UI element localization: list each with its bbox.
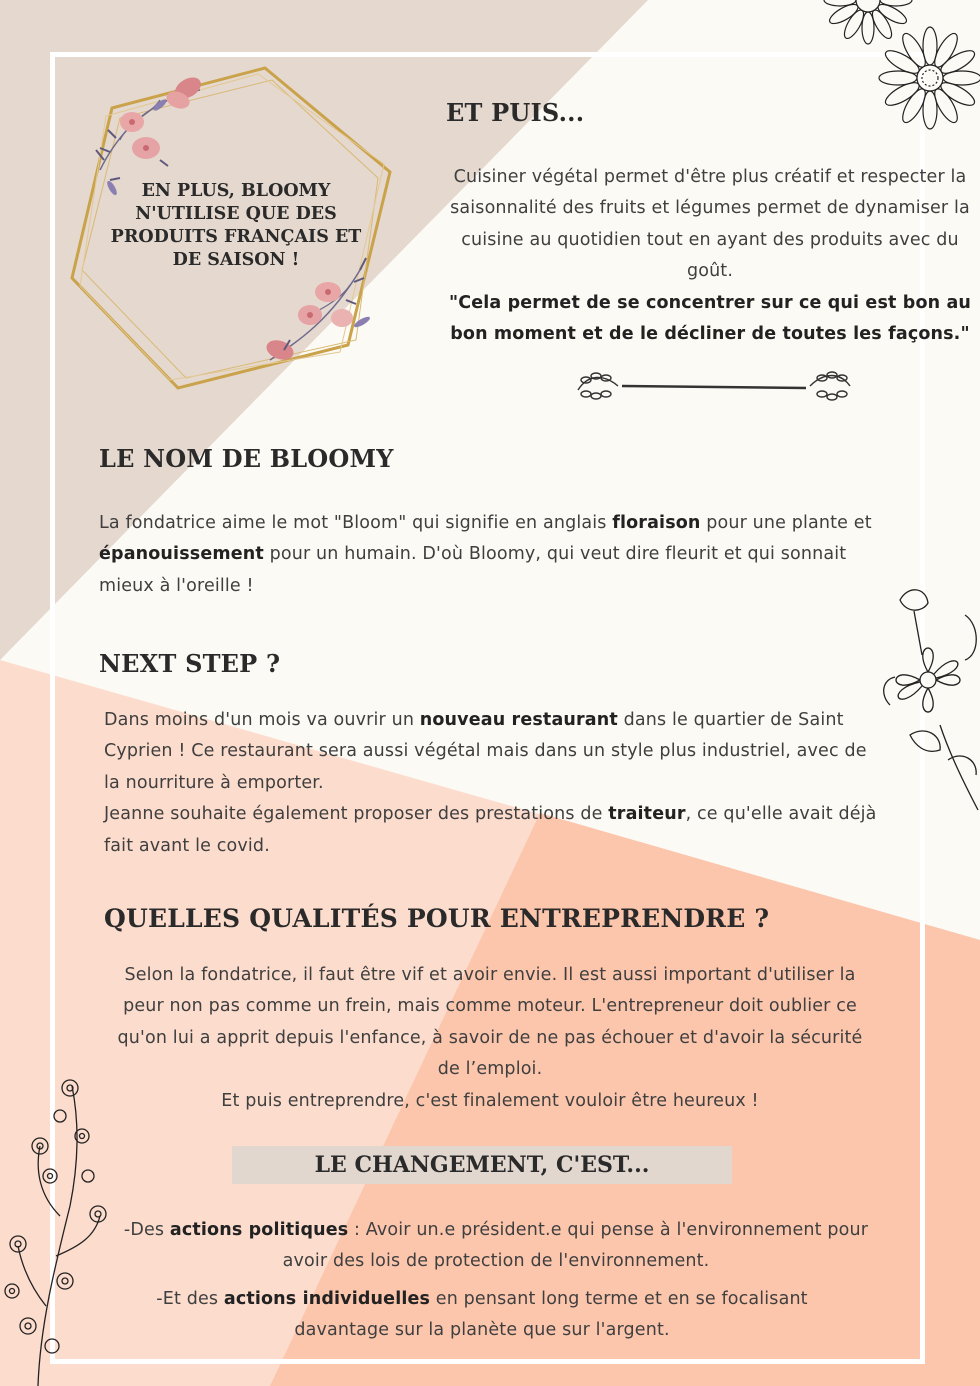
politique-bold: actions politiques [169, 1220, 349, 1240]
line-flowers-right-icon [870, 585, 980, 820]
next-step-body [104, 705, 884, 862]
next-text-4: , ce qu'elle avait déjà fait avant le covid. [104, 804, 877, 856]
individuelle-bold: actions individuelles [223, 1289, 431, 1309]
badge-line-3: PRODUITS FRANÇAIS ET [110, 227, 362, 247]
changement-action-individuelle [110, 1284, 854, 1347]
pink-flower-cluster-top-icon [96, 73, 205, 196]
badge-line-1: EN PLUS, BLOOMY [141, 181, 331, 201]
daisy-flowers-icon [830, 0, 980, 135]
next-bold-restaurant: nouveau restaurant [419, 710, 618, 730]
next-text-2: dans le quartier de Saint Cyprien ! Ce restaurant sera aussi végétal mais dans un style plus industriel, avec de la nourriture à emporter. [104, 710, 867, 793]
badge-text [104, 180, 368, 272]
nom-bold-floraison: floraison [612, 513, 701, 533]
individuelle-prefix: -Et des [156, 1289, 224, 1309]
changement-action-politique [110, 1215, 882, 1278]
individuelle-text: en pensant long terme et en se focalisant davantage sur la planète que sur l'argent. [294, 1289, 808, 1341]
badge-line-2: N'UTILISE QUE DES [135, 204, 337, 224]
qualites-body: Selon la fondatrice, il faut être vif et avoir envie. Il est aussi important d'utiliser la peur non pas comme un frein, mais comme moteur. L'entrepreneur doit oublier ce qu'on lui a apprit depuis l'enfance, à savoir de ne pas échouer et d'avoir la sécurité de l’emploi. [117, 965, 863, 1080]
next-step-title: NEXT STEP ? [99, 649, 281, 678]
changement-title: LE CHANGEMENT, C'EST... [314, 1152, 650, 1178]
next-text-3: Jeanne souhaite également proposer des prestations de [104, 804, 609, 825]
nom-title: LE NOM DE BLOOMY [99, 444, 394, 473]
leaf-divider-icon [574, 366, 854, 406]
badge-line-4: DE SAISON ! [172, 250, 300, 270]
nom-text-2: pour une plante et [700, 513, 872, 533]
et-puis-title: ET PUIS... [446, 98, 585, 127]
blossom-branch-icon [0, 1076, 115, 1386]
qualites-body-2: Et puis entreprendre, c'est finalement vouloir être heureux ! [221, 1091, 759, 1111]
nom-text-1: La fondatrice aime le mot "Bloom" qui signifie en anglais [99, 513, 613, 533]
next-bold-traiteur: traiteur [608, 804, 686, 825]
qualites-title: QUELLES QUALITÉS POUR ENTREPRENDRE ? [104, 904, 770, 933]
politique-text: : Avoir un.e président.e qui pense à l'environnement pour avoir des lois de protection de l'environnement. [282, 1220, 869, 1272]
et-puis-body: Cuisiner végétal permet d'être plus créatif et respecter la saisonnalité des fruits et légumes permet de dynamiser la cuisine au quotidien tout en ayant des produits avec du goût. [450, 167, 970, 282]
next-text-1: Dans moins d'un mois va ouvrir un [104, 710, 420, 730]
politique-prefix: -Des [123, 1220, 170, 1240]
nom-bold-epanouissement: épanouissement [99, 544, 264, 565]
et-puis-quote: "Cela permet de se concentrer sur ce qui est bon au bon moment et de le décliner de toutes les façons." [448, 293, 972, 345]
nom-body [99, 508, 879, 602]
nom-text-3: pour un humain. D'où Bloomy, qui veut dire fleurit et qui sonnait mieux à l'oreille ! [99, 544, 847, 596]
